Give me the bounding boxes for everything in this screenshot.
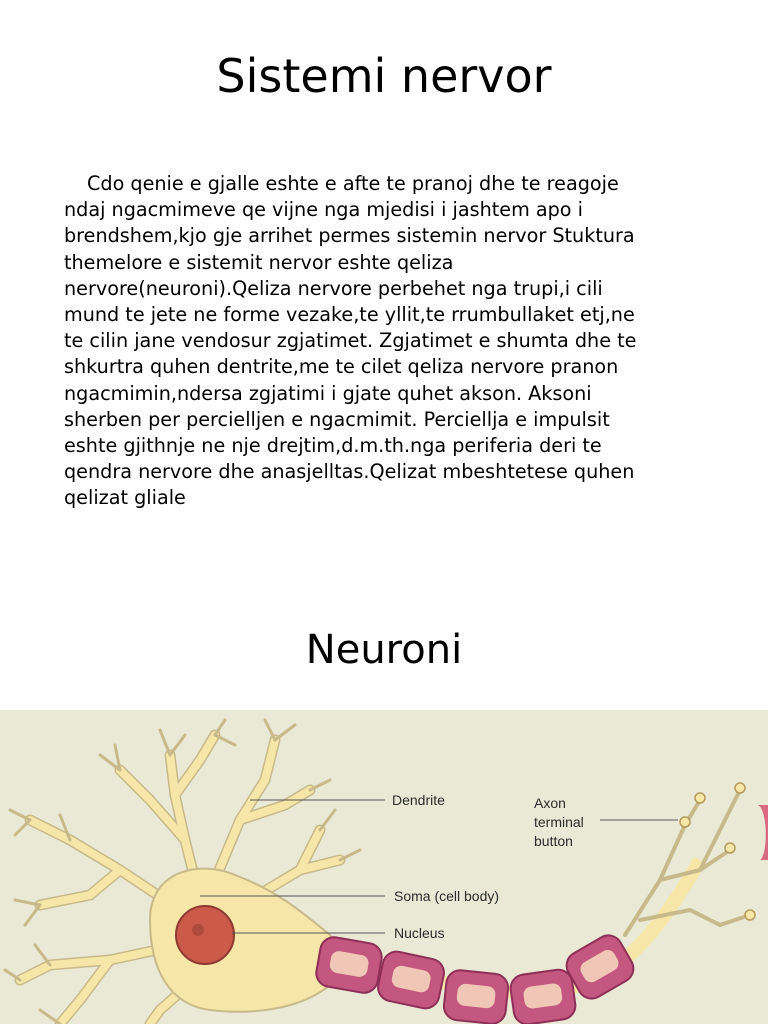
paragraph-line: mund te jete ne forme vezake,te yllit,te rrumbullaket etj,ne	[64, 303, 635, 327]
label-dendrite: Dendrite	[392, 792, 445, 808]
nucleus	[176, 906, 234, 964]
paragraph-line: shkurtra quhen dentrite,me te cilet qeliza nervore pranon	[64, 355, 619, 379]
axon	[314, 860, 700, 1024]
terminal-button	[758, 805, 768, 860]
body-paragraph	[64, 171, 724, 512]
label-soma: Soma (cell body)	[394, 888, 500, 904]
axon-terminals	[625, 790, 750, 935]
paragraph-line: themelore e sistemit nervor eshte qeliza	[64, 250, 454, 274]
label-nucleus: Nucleus	[394, 925, 445, 941]
paragraph-line: nervore(neuroni).Qeliza nervore perbehet nga trupi,i cili	[64, 276, 603, 300]
slide-title: Sistemi nervor	[216, 49, 552, 103]
paragraph-line: qendra nervore dhe anasjelltas.Qelizat mbeshtetese quhen	[64, 460, 635, 484]
section-title: Neuroni	[305, 627, 463, 673]
paragraph-line: eshte gjithnje ne nje drejtim,d.m.th.nga periferia deri te	[64, 434, 602, 458]
label-axon-terminal: terminal	[534, 814, 584, 830]
neuron-diagram	[0, 710, 768, 1024]
label-axon-terminal: Axon	[534, 795, 566, 811]
paragraph-line: brendshem,kjo gje arrihet permes sistemin nervor Stuktura	[64, 224, 635, 248]
paragraph-line: ngacmimin,ndersa zgjatimi i gjate quhet akson. Aksoni	[64, 381, 592, 405]
paragraph-line: te cilin jane vendosur zgjatimet. Zgjatimet e shumta dhe te	[64, 329, 637, 353]
label-axon-terminal: button	[534, 833, 573, 849]
paragraph-line: sherben per percielljen e ngacmimit. Perciellja e impulsit	[64, 407, 610, 431]
paragraph-line: Cdo qenie e gjalle eshte e afte te pranoj dhe te reagoje	[87, 172, 619, 195]
paragraph-line: ndaj ngacmimeve qe vijne nga mjedisi i jashtem apo i	[64, 198, 583, 222]
paragraph-line: qelizat gliale	[64, 486, 186, 510]
neuron-illustration	[0, 710, 768, 1024]
